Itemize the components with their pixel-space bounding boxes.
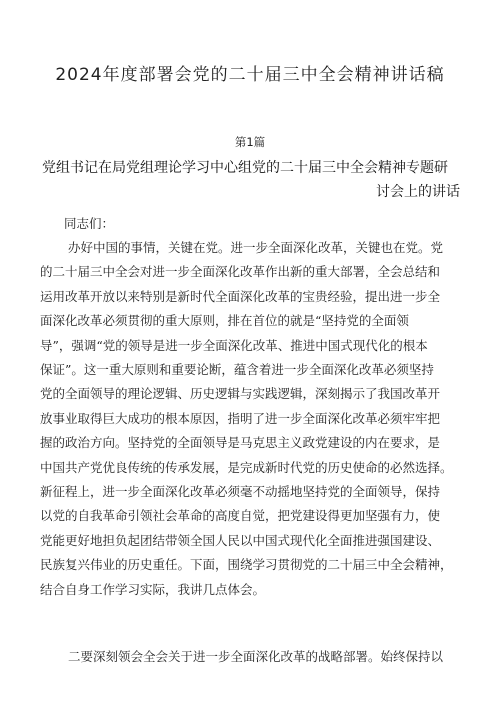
paragraph-line: 运用改革开放以来特别是新时代全面深化改革的宝贵经验，提出进一步全 [40, 288, 441, 304]
paragraph-line: 新征程上，进一步全面深化改革必须毫不动摇地坚持党的全面领导，保持 [40, 484, 441, 500]
document-title: 2024年度部署会党的二十届三中全会精神讲话稿 [55, 65, 445, 85]
paragraph-line: 面深化改革必须贯彻的重大原则，排在首位的就是“坚持党的全面领 [40, 313, 409, 329]
section-number: 第1篇 [234, 135, 266, 149]
subtitle-line-1: 党组书记在局党组理论学习中心组党的二十届三中全会精神专题研 [42, 160, 448, 176]
subtitle-line-2: 讨会上的讲话 [376, 184, 460, 200]
paragraph-line: 握的政治方向。坚持党的全面领导是马克思主义政党建设的内在要求，是 [40, 435, 441, 451]
paragraph-line: 二要深刻领会全会关于进一步全面深化改革的战略部署。始终保持以 [68, 649, 444, 664]
paragraph-line: 办好中国的事情，关键在党。进一步全面深化改革，关键也在党。党 [68, 240, 444, 255]
paragraph-line: 保证”。这一重大原则和重要论断，蕴含着进一步全面深化改革必须坚持 [40, 362, 434, 378]
paragraph-line: 以党的自我革命引领社会革命的高度自觉，把党建设得更加坚强有力，使 [40, 508, 441, 524]
paragraph-line: 放事业取得巨大成功的根本原因，指明了进一步全面深化改革必须牢牢把 [40, 410, 441, 426]
paragraph-2 [40, 645, 460, 669]
speech-subtitle [42, 156, 460, 204]
paragraph-1 [40, 236, 460, 602]
paragraph-line: 党能更好地担负起团结带领全国人民以中国式现代化全面推进强国建设、 [40, 532, 441, 548]
paragraph-line: 中国共产党优良传统的传承发展，是完成新时代党的历史使命的必然选择。 [40, 459, 453, 475]
greeting: 同志们： [64, 216, 115, 231]
paragraph-line: 党的全面领导的理论逻辑、历史逻辑与实践逻辑，深刻揭示了我国改革开 [40, 386, 441, 402]
paragraph-line: 民族复兴伟业的历史重任。下面，围绕学习贯彻党的二十届三中全会精神， [40, 557, 453, 573]
paragraph-line: 导”，强调“党的领导是进一步全面深化改革、推进中国式现代化的根本 [40, 337, 428, 353]
paragraph-line: 的二十届三中全会对进一步全面深化改革作出新的重大部署，全会总结和 [40, 264, 441, 280]
paragraph-line: 结合自身工作学习实际，我讲几点体会。 [40, 581, 266, 597]
